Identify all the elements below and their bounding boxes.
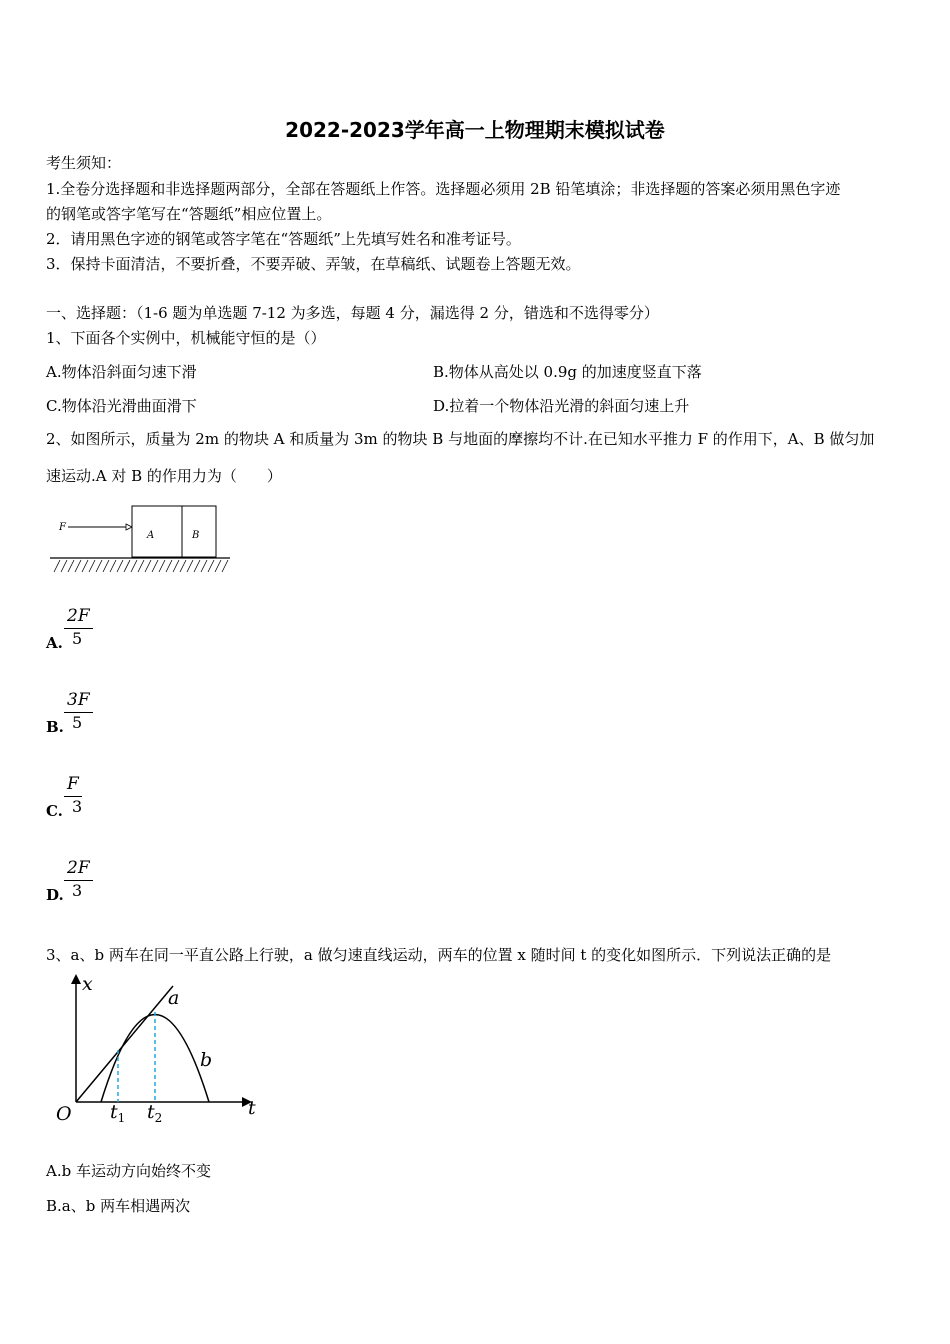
- q1-stem: 1、下面各个实例中，机械能守恒的是（）: [46, 329, 326, 347]
- block-a: [132, 506, 182, 557]
- block-b-label: B: [192, 530, 200, 541]
- notice-line-3: 2．请用黑色字迹的钢笔或答字笔在“答题纸”上先填写姓名和准考证号。: [46, 230, 521, 248]
- curve-b-label: b: [200, 1049, 213, 1071]
- q2-option-d-numerator: 2F: [64, 858, 93, 881]
- q1-option-c: C.物体沿光滑曲面滑下: [46, 397, 197, 415]
- q2-option-b-fraction: [64, 690, 104, 732]
- q2-option-d-denominator: 3: [72, 881, 83, 900]
- q2-option-c-denominator: 3: [72, 797, 83, 816]
- q2-option-b-numerator: 3F: [64, 690, 93, 713]
- q2-option-a-numerator: 2F: [64, 606, 93, 629]
- notice-line-2: 的钢笔或答字笔写在“答题纸”相应位置上。: [46, 205, 332, 223]
- q2-option-c-fraction: [64, 774, 104, 816]
- q1-option-a: A.物体沿斜面匀速下滑: [46, 363, 197, 381]
- q2-option-a-label: A.: [46, 634, 63, 652]
- q1-option-d: D.拉着一个物体沿光滑的斜面匀速上升: [433, 397, 690, 415]
- block-a-label: A: [147, 530, 155, 541]
- force-arrow-head: [126, 524, 132, 530]
- origin-label: O: [56, 1103, 72, 1125]
- line-a: [76, 986, 173, 1102]
- x-axis-arrow: [71, 974, 81, 984]
- q2-stem-line-1: 2、如图所示，质量为 2m 的物块 A 和质量为 3m 的物块 B 与地面的摩擦均不计.在已知水平推力 F 的作用下，A、B 做匀加: [46, 430, 875, 448]
- q2-option-a-denominator: 5: [72, 629, 83, 648]
- q1-option-b: B.物体从高处以 0.9g 的加速度竖直下落: [433, 363, 702, 381]
- q3-graph: [46, 970, 266, 1130]
- t-axis-label: t: [248, 1097, 256, 1119]
- q2-option-a-fraction: [64, 606, 104, 648]
- section-heading: 一、选择题：（1-6 题为单选题 7-12 为多选，每题 4 分，漏选得 2 分，错选和不选得零分）: [46, 304, 659, 322]
- q2-option-c-label: C.: [46, 802, 63, 820]
- q3-option-a: A.b 车运动方向始终不变: [46, 1162, 211, 1180]
- line-a-label: a: [168, 987, 180, 1009]
- q2-option-b-denominator: 5: [72, 713, 83, 732]
- ground-hatching: [54, 560, 228, 572]
- q2-figure: [46, 500, 236, 578]
- t2-label: $t_2$: [147, 1101, 163, 1125]
- page-title: 2022-2023学年高一上物理期末模拟试卷: [285, 118, 665, 142]
- notice-line-1: 1.全卷分选择题和非选择题两部分，全部在答题纸上作答。选择题必须用 2B 铅笔填涂；非选择题的答案必须用黑色字迹: [46, 180, 841, 198]
- q3-option-b: B.a、b 两车相遇两次: [46, 1197, 191, 1215]
- q2-stem-line-2: 速运动.A 对 B 的作用力为（ ）: [46, 467, 282, 485]
- q2-option-c-numerator: F: [64, 774, 82, 797]
- t1-label: $t_1$: [110, 1101, 126, 1125]
- q2-option-d-fraction: [64, 858, 104, 900]
- q2-option-b-label: B.: [46, 718, 64, 736]
- notice-line-4: 3．保持卡面清洁，不要折叠，不要弄破、弄皱，在草稿纸、试题卷上答题无效。: [46, 255, 581, 273]
- force-label: F: [59, 522, 66, 533]
- x-axis-label: x: [82, 973, 93, 995]
- notice-heading: 考生须知：: [46, 154, 122, 172]
- q3-stem: 3、a、b 两车在同一平直公路上行驶，a 做匀速直线运动，两车的位置 x 随时间 t 的变化如图所示．下列说法正确的是: [46, 946, 832, 964]
- q2-option-d-label: D.: [46, 886, 64, 904]
